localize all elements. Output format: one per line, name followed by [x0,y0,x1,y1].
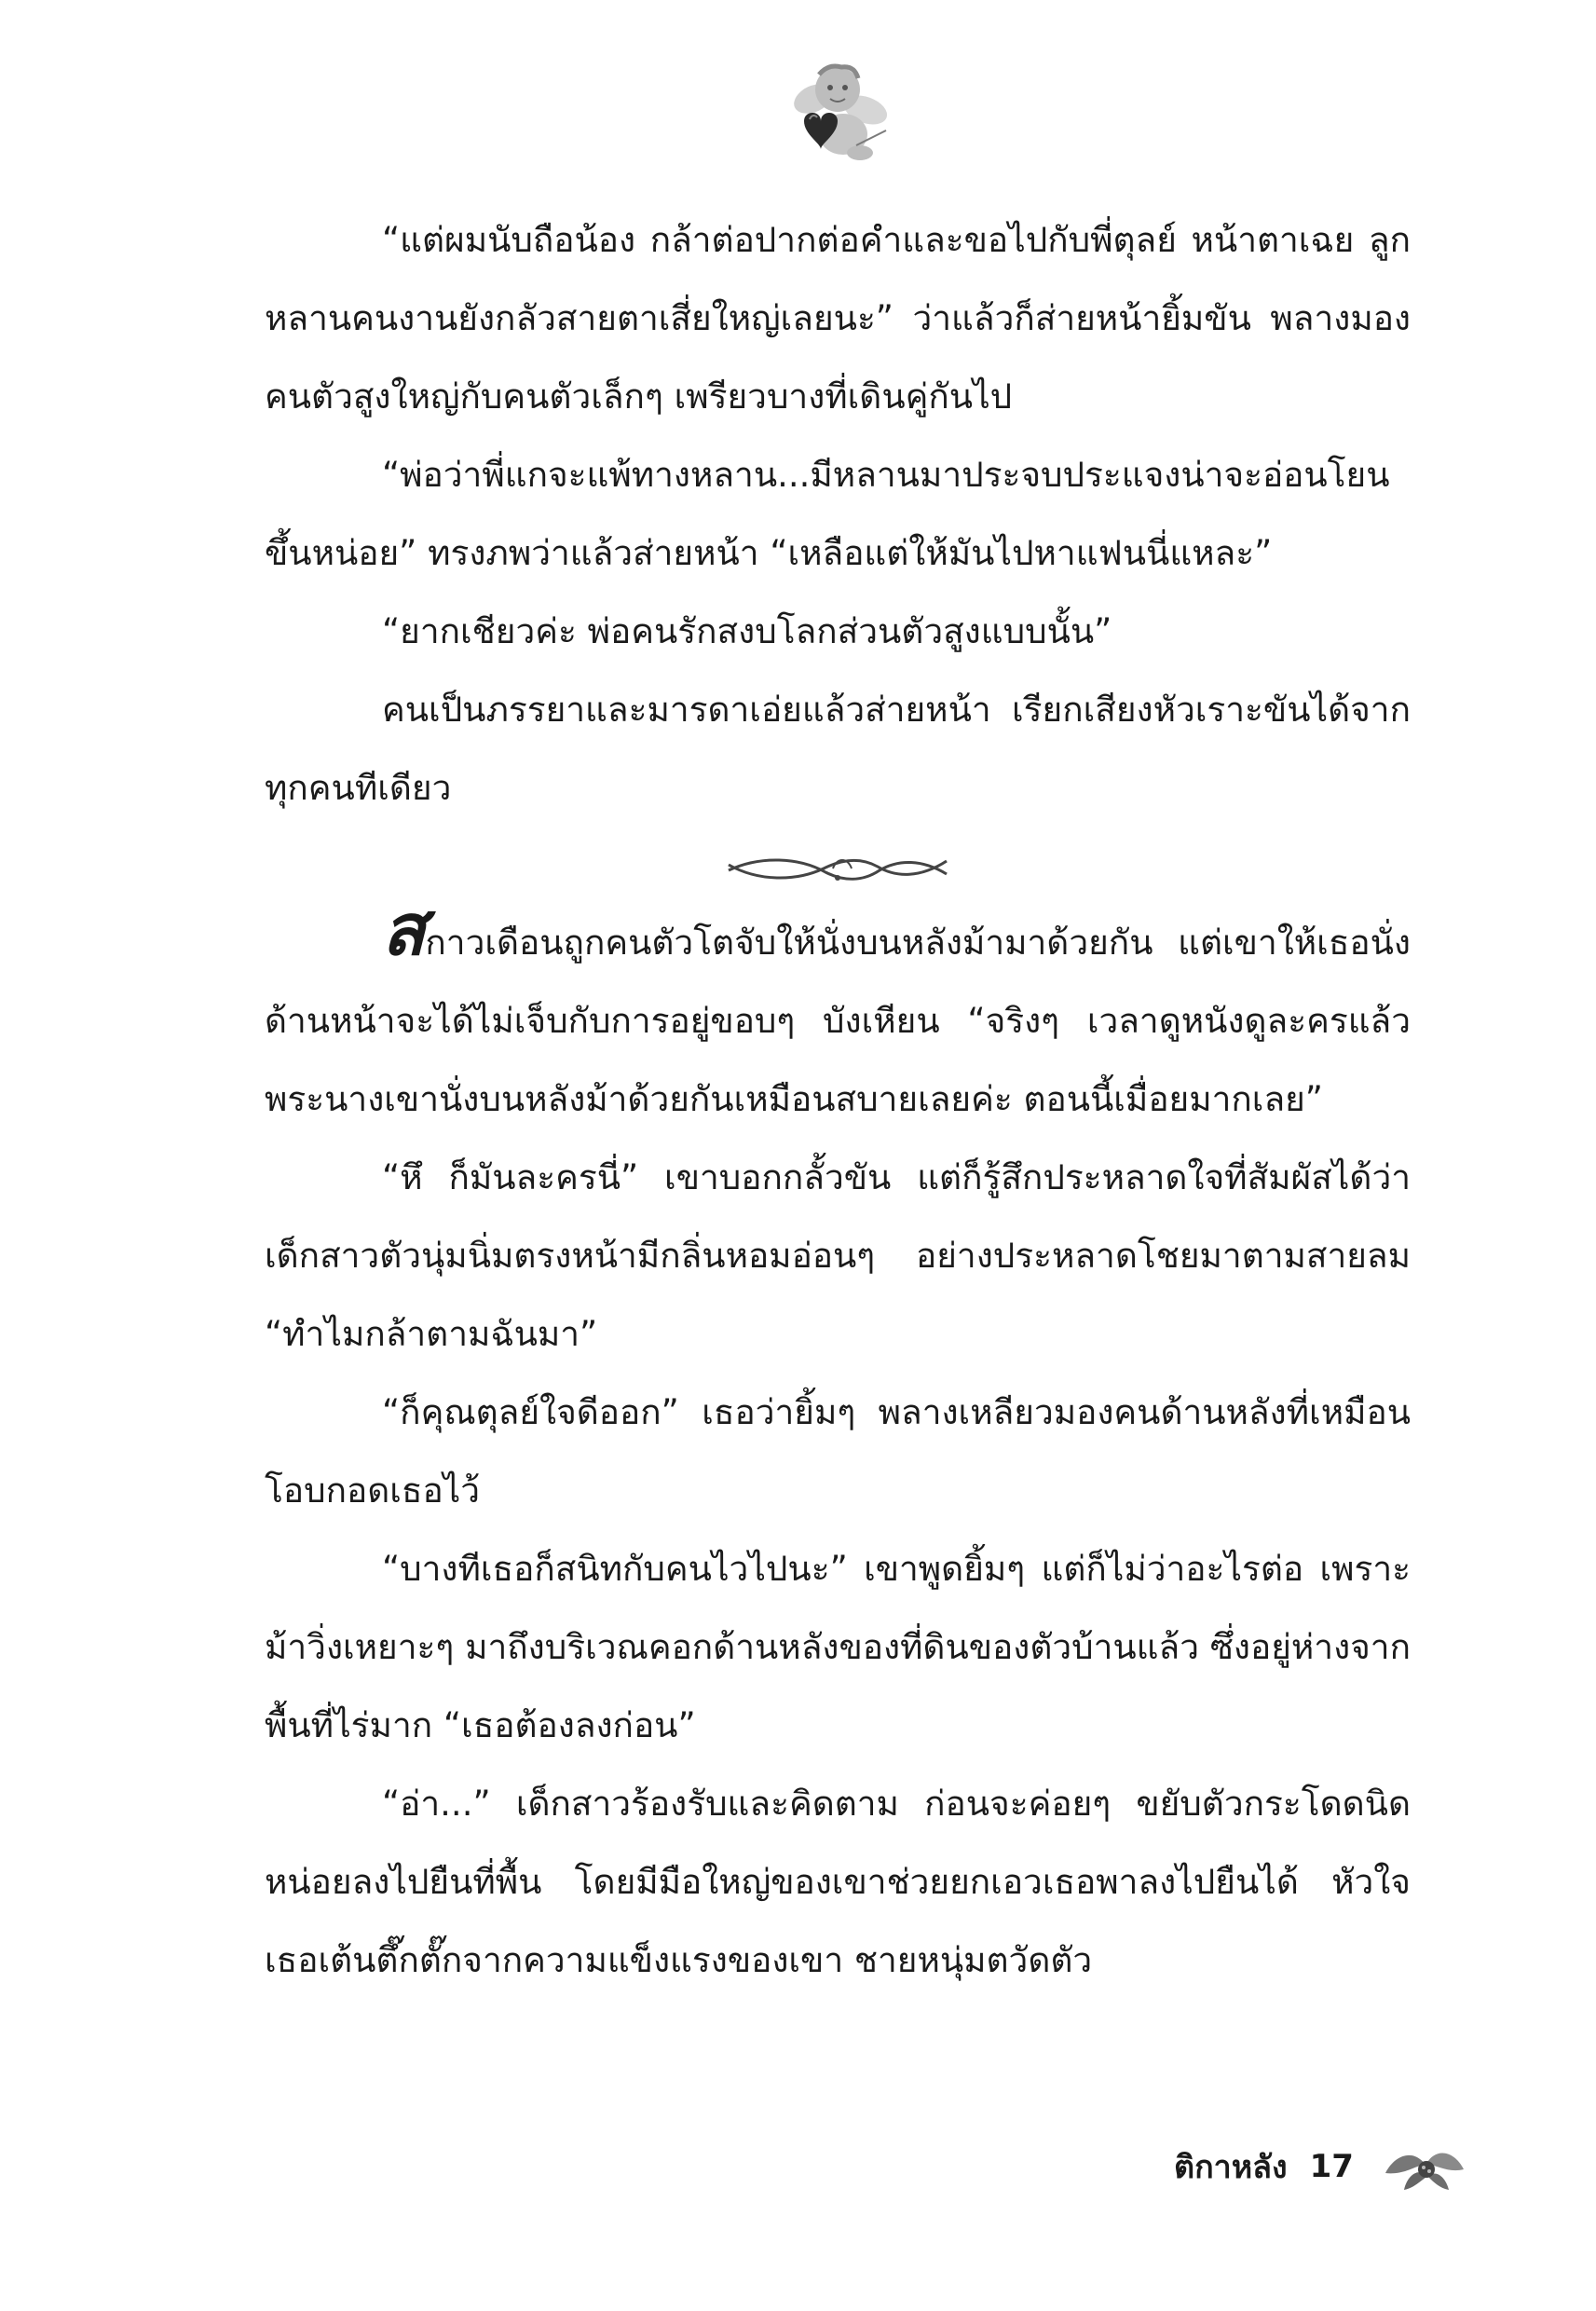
paragraph: “ก็คุณตุลย์ใจดีออก” เธอว่ายิ้มๆ พลางเหลียวมองคนด้านหลังที่เหมือนโอบกอดเธอไว้ [265,1392,1411,1511]
paragraph: “ยากเชียวค่ะ พ่อคนรักสงบโลกส่วนตัวสูงแบบนั้น” [382,611,1112,651]
page-number: 17 [1309,2148,1354,2185]
body-text [265,201,1411,2000]
leaf-flower-icon [1376,2136,1473,2197]
paragraph: “อ่า...” เด็กสาวร้องรับและคิดตาม ก่อนจะค่อยๆ ขยับตัวกระโดดนิดหน่อยลงไปยืนที่พื้น โดยมีมือใหญ่ของเขาช่วยยกเอวเธอพาลงไปยืนได้ หัวใจเธอเต้นตึ๊กตั๊กจากความแข็งแรงของเขา ชายหนุ่มตวัดตัว [265,1784,1411,1980]
book-title: ติกาหลัง [1174,2149,1288,2186]
page-footer [1174,2134,1473,2199]
ornament-divider-icon [721,841,954,895]
drop-cap: ส [382,888,426,971]
paragraph: “แต่ผมนับถือน้อง กล้าต่อปากต่อคำและขอไปกับพี่ตุลย์ หน้าตาเฉย ลูกหลานคนงานยังกลัวสายตาเสี่ยใหญ่เลยนะ” ว่าแล้วก็ส่ายหน้ายิ้มขัน พลางมองคนตัวสูงใหญ่กับคนตัวเล็กๆ เพรียวบางที่เดินคู่กันไป [265,220,1411,417]
section-paragraph [265,888,1411,1139]
cherub-heart-icon [776,56,893,168]
section-first-text: กาวเดือนถูกคนตัวโตจับให้นั่งบนหลังม้ามาด้วยกัน แต่เขาให้เธอนั่งด้านหน้าจะได้ไม่เจ็บกับการอยู่ขอบๆ บังเหียน “จริงๆ เวลาดูหนังดูละครแล้วพระนางเขานั่งบนหลังม้าด้วยกันเหมือนสบายเลยค่ะ ตอนนี้เมื่อยมากเลย” [265,923,1411,1119]
paragraph: “หึ ก็มันละครนี่” เขาบอกกลั้วขัน แต่ก็รู้สึกประหลาดใจที่สัมผัสได้ว่าเด็กสาวตัวนุ่มนิ่มตรงหน้ามีกลิ่นหอมอ่อนๆ อย่างประหลาดโชยมาตามสายลม “ทำไมกล้าตามฉันมา” [265,1157,1411,1354]
paragraph: คนเป็นภรรยาและมารดาเอ่ยแล้วส่ายหน้า เรียกเสียงหัวเราะขันได้จากทุกคนทีเดียว [265,690,1411,808]
paragraph: “พ่อว่าพี่แกจะแพ้ทางหลาน...มีหลานมาประจบประแจงน่าจะอ่อนโยนขึ้นหน่อย” ทรงภพว่าแล้วส่ายหน้า “เหลือแต่ให้มันไปหาแฟนนี่แหละ” [265,455,1390,573]
paragraph: “บางทีเธอก็สนิทกับคนไวไปนะ” เขาพูดยิ้มๆ แต่ก็ไม่ว่าอะไรต่อ เพราะม้าวิ่งเหยาะๆ มาถึงบริเวณคอกด้านหลังของที่ดินของตัวบ้านแล้ว ซึ่งอยู่ห่างจากพื้นที่ไร่มาก “เธอต้องลงก่อน” [265,1549,1411,1745]
